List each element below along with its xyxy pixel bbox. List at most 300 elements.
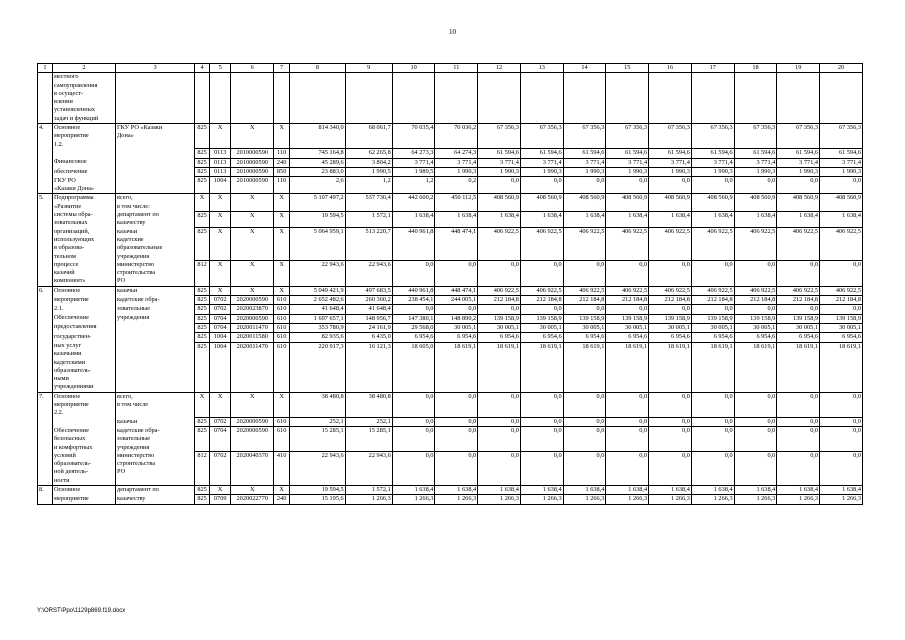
amount-cell: 353 780,9: [290, 323, 346, 332]
amount-cell: 139 158,9: [649, 314, 692, 323]
amount-cell: 30 005,1: [520, 323, 563, 332]
code-cell: 110: [274, 177, 290, 194]
code-cell: 825: [195, 323, 210, 332]
code-cell: 2020000590: [231, 418, 274, 427]
amount-cell: 139 158,9: [606, 314, 649, 323]
amount-cell: 0,0: [691, 305, 734, 314]
amount-cell: 1 638,4: [734, 486, 777, 495]
amount-cell: 67 356,3: [649, 124, 692, 149]
amount-cell: 406 922,5: [649, 286, 692, 295]
amount-cell: 30 005,1: [777, 323, 820, 332]
amount-cell: 0,0: [606, 418, 649, 427]
amount-cell: 537 736,4: [345, 194, 392, 211]
amount-cell: 212 184,8: [649, 296, 692, 305]
amount-cell: 0,0: [734, 452, 777, 486]
amount-cell: 30 005,1: [691, 323, 734, 332]
amount-cell: 0,0: [392, 392, 435, 417]
code-cell: 850: [274, 168, 290, 177]
amount-cell: 0,0: [820, 427, 863, 452]
amount-cell: 450 112,5: [435, 194, 478, 211]
column-number: 4: [195, 64, 210, 73]
amount-cell: 440 961,8: [392, 228, 435, 261]
amount-cell: 238 454,1: [392, 296, 435, 305]
amount-cell: 24 161,9: [345, 323, 392, 332]
amount-cell: 5 107 497,2: [290, 194, 346, 211]
code-cell: 2020011470: [231, 342, 274, 392]
amount-cell: 0,0: [478, 392, 521, 417]
amount-cell: 408 560,9: [649, 194, 692, 211]
amount-cell: 0,0: [478, 452, 521, 486]
amount-cell: 0,0: [563, 418, 606, 427]
amount-cell: 0,0: [820, 392, 863, 417]
amount-cell: 408 560,9: [820, 194, 863, 211]
executor-cell: [116, 342, 195, 392]
amount-cell: 1 638,4: [563, 486, 606, 495]
code-cell: 2020023870: [231, 305, 274, 314]
amount-cell: 0,0: [520, 177, 563, 194]
amount-cell: 61 594,6: [563, 149, 606, 158]
amount-cell: 1 266,3: [777, 495, 820, 504]
amount-cell: 0,0: [520, 261, 563, 286]
amount-cell: 1 638,4: [478, 486, 521, 495]
measure-name-cell: Подпрограмма «Развитие: [52, 194, 115, 211]
executor-cell: [116, 333, 195, 342]
amount-cell: 408 560,9: [563, 194, 606, 211]
amount-cell: 18 619,1: [606, 342, 649, 392]
code-cell: 825: [195, 177, 210, 194]
amount-cell: 1 638,4: [606, 211, 649, 228]
amount-cell: 1 638,4: [820, 211, 863, 228]
row-number-cell: 7.: [38, 392, 53, 417]
code-cell: 2010000590: [231, 168, 274, 177]
amount-cell: 0,0: [435, 418, 478, 427]
amount-cell: 212 184,8: [777, 296, 820, 305]
amount-cell: 1 266,3: [734, 495, 777, 504]
measure-name-cell: Основное: [52, 486, 115, 495]
amount-cell: 61 594,6: [777, 149, 820, 158]
column-number: 10: [392, 64, 435, 73]
amount-cell: 448 474,1: [435, 228, 478, 261]
code-cell: 2020000590: [231, 296, 274, 305]
amount-cell: 3 771,4: [435, 158, 478, 167]
code-cell: 610: [274, 314, 290, 323]
amount-cell: 139 158,9: [777, 314, 820, 323]
amount-cell: 1 638,4: [649, 211, 692, 228]
amount-cell: 0,0: [691, 427, 734, 452]
code-cell: X: [274, 194, 290, 211]
amount-cell: 15 195,6: [290, 495, 346, 504]
table-row: [38, 194, 863, 211]
amount-cell: 0,0: [691, 392, 734, 417]
column-number: 6: [231, 64, 274, 73]
amount-cell: 0,0: [777, 418, 820, 427]
code-cell: 825: [195, 211, 210, 228]
amount-cell: 148 956,7: [345, 314, 392, 323]
amount-cell: 139 158,9: [478, 314, 521, 323]
amount-cell: 1 572,1: [345, 486, 392, 495]
code-cell: 0702: [210, 452, 231, 486]
amount-cell: 406 922,5: [777, 286, 820, 295]
code-cell: X: [195, 194, 210, 211]
amount-cell: 70 036,2: [435, 124, 478, 149]
amount-cell: 252,1: [290, 418, 346, 427]
amount-cell: 23 883,0: [290, 168, 346, 177]
executor-cell: [116, 149, 195, 158]
amount-cell: 0,0: [777, 177, 820, 194]
amount-cell: 406 922,5: [734, 228, 777, 261]
code-cell: X: [231, 392, 274, 417]
code-cell: 2020040370: [231, 452, 274, 486]
code-cell: 2020000590: [231, 427, 274, 452]
code-cell: X: [274, 486, 290, 495]
amount-cell: 1 638,4: [606, 486, 649, 495]
row-number-cell: [38, 149, 53, 158]
code-cell: [195, 73, 210, 124]
code-cell: 110: [274, 149, 290, 158]
amount-cell: [435, 73, 478, 124]
code-cell: 825: [195, 296, 210, 305]
amount-cell: 212 184,8: [520, 296, 563, 305]
executor-cell: казачеству: [116, 495, 195, 504]
amount-cell: 1 990,3: [478, 168, 521, 177]
amount-cell: 19 594,5: [290, 211, 346, 228]
measure-name-cell: Основное: [52, 286, 115, 295]
code-cell: 2020000590: [231, 314, 274, 323]
code-cell: 0704: [210, 427, 231, 452]
amount-cell: 0,0: [520, 392, 563, 417]
amount-cell: 6 954,6: [392, 333, 435, 342]
amount-cell: 1 638,4: [691, 211, 734, 228]
amount-cell: 5 049 421,9: [290, 286, 346, 295]
code-cell: 0113: [210, 158, 231, 167]
table-row: [38, 211, 863, 228]
amount-cell: [563, 73, 606, 124]
code-cell: [210, 73, 231, 124]
code-cell: X: [231, 211, 274, 228]
row-number-cell: [38, 323, 53, 332]
amount-cell: 67 356,3: [563, 124, 606, 149]
column-number: 13: [520, 64, 563, 73]
executor-cell: всего, в том числе: [116, 392, 195, 417]
code-cell: X: [210, 228, 231, 261]
amount-cell: 0,0: [734, 427, 777, 452]
amount-cell: 3 771,4: [606, 158, 649, 167]
measure-name-cell: Основное мероприятие 1.2.: [52, 124, 115, 149]
amount-cell: 0,0: [478, 177, 521, 194]
amount-cell: 22 943,6: [345, 261, 392, 286]
code-cell: X: [231, 228, 274, 261]
table-row: [38, 168, 863, 177]
code-cell: 1004: [210, 177, 231, 194]
amount-cell: 0,0: [435, 452, 478, 486]
measure-name-cell: процессе казачий компонент»: [52, 261, 115, 286]
code-cell: X: [210, 486, 231, 495]
amount-cell: 3 771,4: [563, 158, 606, 167]
code-cell: X: [210, 211, 231, 228]
amount-cell: 1 638,4: [691, 486, 734, 495]
amount-cell: 67 356,3: [734, 124, 777, 149]
amount-cell: 260 360,2: [345, 296, 392, 305]
amount-cell: 1 638,4: [777, 211, 820, 228]
amount-cell: 406 922,5: [478, 286, 521, 295]
code-cell: X: [210, 286, 231, 295]
column-number: 1: [38, 64, 53, 73]
amount-cell: 1 638,4: [520, 211, 563, 228]
amount-cell: 18 619,1: [435, 342, 478, 392]
amount-cell: 1 638,4: [649, 486, 692, 495]
amount-cell: 1 990,3: [563, 168, 606, 177]
measure-name-cell: государствен-: [52, 333, 115, 342]
executor-cell: [116, 323, 195, 332]
code-cell: 610: [274, 296, 290, 305]
amount-cell: 139 158,9: [691, 314, 734, 323]
amount-cell: 0,0: [435, 427, 478, 452]
amount-cell: [691, 73, 734, 124]
row-number-cell: [38, 427, 53, 452]
amount-cell: 0,0: [392, 418, 435, 427]
amount-cell: 408 560,9: [606, 194, 649, 211]
amount-cell: 18 619,1: [520, 342, 563, 392]
amount-cell: 1,2: [392, 177, 435, 194]
amount-cell: 139 158,9: [520, 314, 563, 323]
amount-cell: 139 158,9: [734, 314, 777, 323]
amount-cell: 64 274,3: [435, 149, 478, 158]
amount-cell: 406 922,5: [606, 228, 649, 261]
table-row: [38, 305, 863, 314]
code-cell: 812: [195, 452, 210, 486]
amount-cell: 0,0: [820, 305, 863, 314]
amount-cell: [820, 73, 863, 124]
amount-cell: 16 121,3: [345, 342, 392, 392]
amount-cell: 1 697 657,1: [290, 314, 346, 323]
measure-name-cell: предоставления: [52, 323, 115, 332]
amount-cell: 18 619,1: [649, 342, 692, 392]
amount-cell: 442 600,2: [392, 194, 435, 211]
column-number: 5: [210, 64, 231, 73]
measure-name-cell: обеспечение: [52, 168, 115, 177]
code-cell: 610: [274, 418, 290, 427]
measure-name-cell: Обеспечение безопасных и комфортных: [52, 427, 115, 452]
table-row: [38, 261, 863, 286]
amount-cell: 0,0: [734, 177, 777, 194]
amount-cell: 18 619,1: [734, 342, 777, 392]
executor-cell: кадетские обра-: [116, 296, 195, 305]
amount-cell: 0,0: [478, 305, 521, 314]
code-cell: 2020011580: [231, 333, 274, 342]
amount-cell: 406 922,5: [478, 228, 521, 261]
code-cell: 2020011470: [231, 323, 274, 332]
amount-cell: 5 064 959,1: [290, 228, 346, 261]
amount-cell: 212 184,8: [734, 296, 777, 305]
row-number-cell: 5.: [38, 194, 53, 211]
code-cell: X: [231, 286, 274, 295]
amount-cell: 1 638,4: [392, 211, 435, 228]
amount-cell: 0,0: [563, 427, 606, 452]
code-cell: X: [210, 194, 231, 211]
code-cell: 610: [274, 323, 290, 332]
code-cell: 825: [195, 427, 210, 452]
amount-cell: 0,0: [820, 177, 863, 194]
amount-cell: 18 619,1: [691, 342, 734, 392]
amount-cell: 0,0: [649, 261, 692, 286]
amount-cell: 0,0: [734, 261, 777, 286]
amount-cell: 408 560,9: [734, 194, 777, 211]
table-row: [38, 286, 863, 295]
table-row: [38, 495, 863, 504]
amount-cell: 212 184,8: [478, 296, 521, 305]
column-number: 11: [435, 64, 478, 73]
amount-cell: 30 005,1: [734, 323, 777, 332]
amount-cell: 1 638,4: [777, 486, 820, 495]
amount-cell: 2,6: [290, 177, 346, 194]
measure-name-cell: ных услуг казачьими кадетскими образователь- ными учреждениями: [52, 342, 115, 392]
code-cell: 825: [195, 314, 210, 323]
amount-cell: 30 005,1: [649, 323, 692, 332]
amount-cell: [345, 73, 392, 124]
row-number-cell: [38, 158, 53, 167]
amount-cell: 408 560,9: [691, 194, 734, 211]
measure-name-cell: условий образователь- ной деятель- ности: [52, 452, 115, 486]
amount-cell: 1 266,3: [435, 495, 478, 504]
column-number: 9: [345, 64, 392, 73]
row-number-cell: [38, 296, 53, 305]
code-cell: X: [274, 211, 290, 228]
executor-cell: министерство строительства РО: [116, 452, 195, 486]
amount-cell: [392, 73, 435, 124]
amount-cell: 41 648,4: [290, 305, 346, 314]
amount-cell: 406 922,5: [691, 228, 734, 261]
amount-cell: 61 594,6: [734, 149, 777, 158]
amount-cell: 6 954,6: [606, 333, 649, 342]
code-cell: 0709: [210, 495, 231, 504]
amount-cell: 30 005,1: [563, 323, 606, 332]
amount-cell: 1 638,4: [734, 211, 777, 228]
code-cell: X: [210, 124, 231, 149]
amount-cell: 0,0: [606, 305, 649, 314]
code-cell: X: [274, 124, 290, 149]
amount-cell: 1 989,5: [392, 168, 435, 177]
amount-cell: 3 771,4: [820, 158, 863, 167]
amount-cell: 1 266,3: [649, 495, 692, 504]
amount-cell: 6 954,6: [734, 333, 777, 342]
amount-cell: 3 771,4: [392, 158, 435, 167]
code-cell: 0113: [210, 168, 231, 177]
amount-cell: [734, 73, 777, 124]
amount-cell: 3 771,4: [520, 158, 563, 167]
row-number-cell: 8.: [38, 486, 53, 495]
amount-cell: 18 619,1: [820, 342, 863, 392]
amount-cell: 15 285,1: [290, 427, 346, 452]
amount-cell: 0,0: [606, 427, 649, 452]
measure-name-cell: [52, 418, 115, 427]
amount-cell: 18 605,0: [392, 342, 435, 392]
row-number-cell: [38, 342, 53, 392]
page-number: 10: [449, 28, 456, 36]
amount-cell: 1 638,4: [520, 486, 563, 495]
amount-cell: 1 572,1: [345, 211, 392, 228]
amount-cell: 1 990,3: [691, 168, 734, 177]
code-cell: X: [210, 261, 231, 286]
row-number-cell: [38, 261, 53, 286]
amount-cell: 0,0: [606, 392, 649, 417]
amount-cell: 22 943,6: [290, 261, 346, 286]
amount-cell: 3 771,4: [649, 158, 692, 167]
amount-cell: 0,0: [392, 305, 435, 314]
amount-cell: 1 990,3: [734, 168, 777, 177]
row-number-cell: [38, 305, 53, 314]
amount-cell: 0,0: [734, 392, 777, 417]
amount-cell: 0,0: [606, 261, 649, 286]
amount-cell: 0,0: [649, 427, 692, 452]
amount-cell: 30 005,1: [820, 323, 863, 332]
code-cell: X: [231, 261, 274, 286]
amount-cell: 0,0: [777, 452, 820, 486]
column-number: 8: [290, 64, 346, 73]
row-number-cell: 4.: [38, 124, 53, 149]
amount-cell: 0,0: [563, 392, 606, 417]
code-cell: 825: [195, 286, 210, 295]
code-cell: X: [274, 392, 290, 417]
executor-cell: учреждения: [116, 314, 195, 323]
amount-cell: [290, 73, 346, 124]
amount-cell: 0,0: [606, 452, 649, 486]
amount-cell: 38 480,8: [345, 392, 392, 417]
amount-cell: 0,0: [478, 427, 521, 452]
amount-cell: 406 922,5: [563, 228, 606, 261]
amount-cell: 67 356,3: [606, 124, 649, 149]
code-cell: 240: [274, 495, 290, 504]
amount-cell: 2 652 482,6: [290, 296, 346, 305]
amount-cell: 1 266,3: [478, 495, 521, 504]
budget-table: [37, 63, 863, 505]
code-cell: 610: [274, 427, 290, 452]
amount-cell: 61 594,6: [691, 149, 734, 158]
amount-cell: 64 273,3: [392, 149, 435, 158]
amount-cell: 1 990,3: [435, 168, 478, 177]
amount-cell: 70 035,4: [392, 124, 435, 149]
amount-cell: 1 266,3: [820, 495, 863, 504]
column-number: 19: [777, 64, 820, 73]
code-cell: 610: [274, 342, 290, 392]
amount-cell: 406 922,5: [520, 228, 563, 261]
code-cell: 0702: [210, 418, 231, 427]
amount-cell: 406 922,5: [820, 228, 863, 261]
table-row: [38, 228, 863, 261]
code-cell: 825: [195, 149, 210, 158]
amount-cell: 3 771,4: [478, 158, 521, 167]
amount-cell: 0,0: [563, 305, 606, 314]
amount-cell: 0,0: [563, 261, 606, 286]
amount-cell: 513 220,7: [345, 228, 392, 261]
amount-cell: 406 922,5: [563, 286, 606, 295]
amount-cell: 0,0: [734, 418, 777, 427]
amount-cell: 29 568,0: [392, 323, 435, 332]
amount-cell: 30 005,1: [606, 323, 649, 332]
amount-cell: 18 619,1: [777, 342, 820, 392]
amount-cell: 212 184,8: [606, 296, 649, 305]
amount-cell: 1 638,4: [435, 486, 478, 495]
amount-cell: 3 771,4: [734, 158, 777, 167]
amount-cell: 0,2: [435, 177, 478, 194]
table-row: [38, 323, 863, 332]
row-number-cell: [38, 333, 53, 342]
code-cell: [231, 73, 274, 124]
code-cell: 1004: [210, 333, 231, 342]
executor-cell: [116, 158, 195, 167]
amount-cell: [520, 73, 563, 124]
amount-cell: 244 005,1: [435, 296, 478, 305]
table-row: [38, 124, 863, 149]
